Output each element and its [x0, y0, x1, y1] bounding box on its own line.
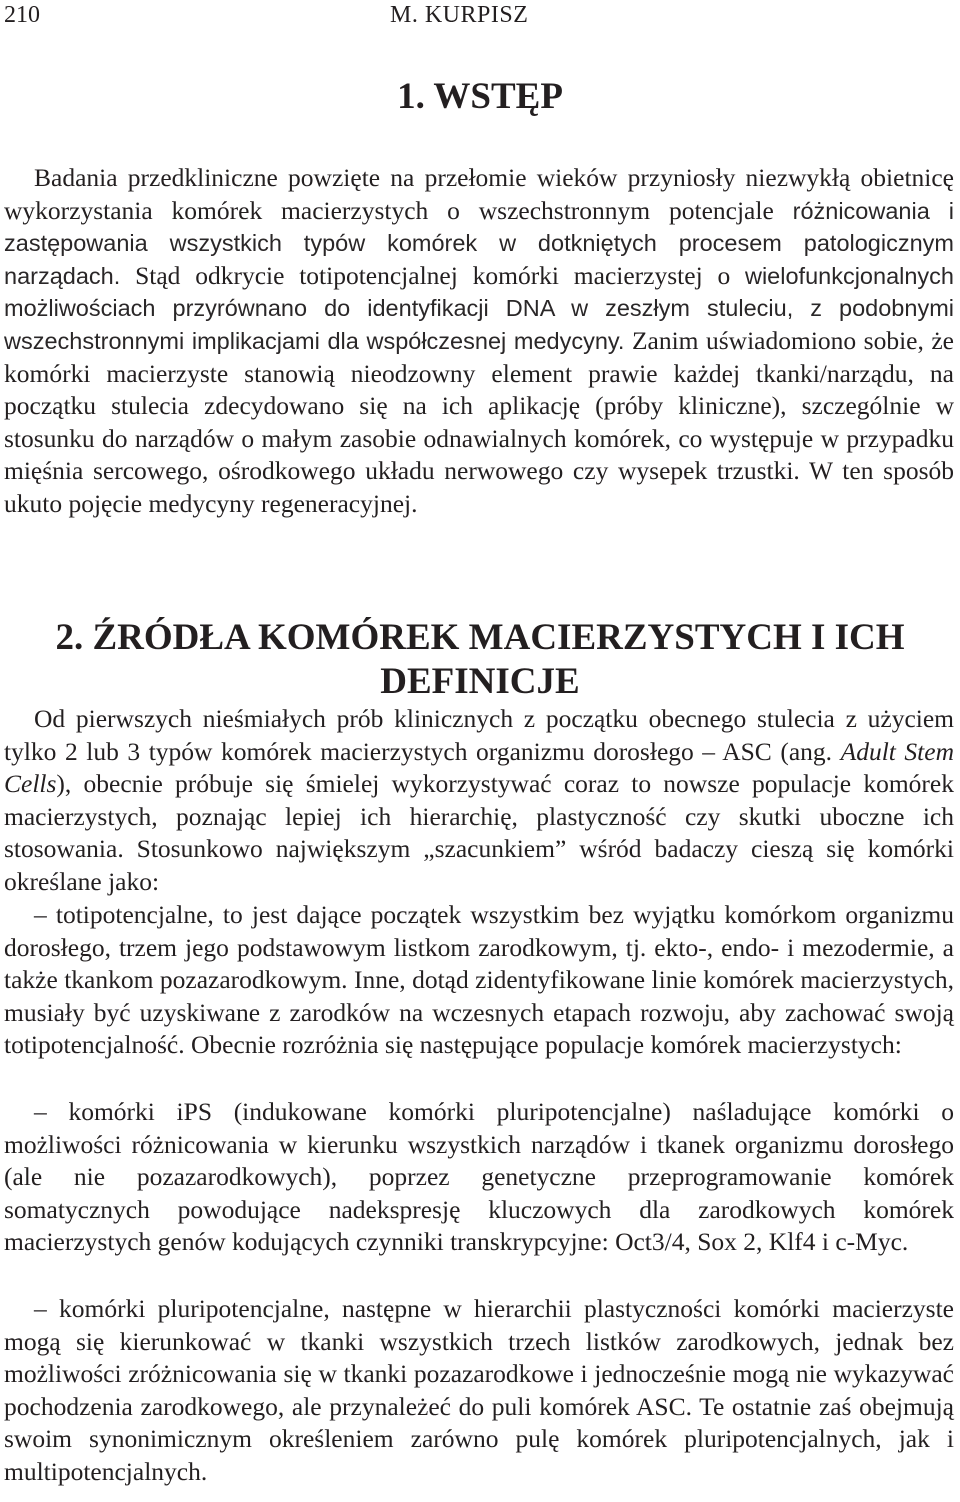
section-heading-introduction: 1. WSTĘP: [397, 76, 563, 117]
sources-paragraph-1: [4, 703, 954, 899]
running-head: M. KURPISZ: [390, 2, 529, 28]
pluripotent-text: – komórki pluripotencjalne, następne w hierarchii plastyczności komórki macierzyste mogą się kierunkować w tkanki wszystkich trzech listków zarodkowych, jednak bez możliwości zróżnicowania się w tkanki pozazarodkowe i jednocześnie mogą nie wykazywać pochodzenia zarodkowego, ale przynależeć do puli komórek ASC. Te ostatnie zaś obejmują swoim synonimicznym określeniem zarówno pulę komórek pluripotencjalnych, jak i multipotencjalnych.: [4, 1294, 954, 1486]
page-header: [0, 0, 960, 30]
pluripotent-paragraph: [4, 1293, 954, 1489]
totipotent-text: – totipotencjalne, to jest dające początek wszystkim bez wyjątku komórkom organizmu dorosłego, trzem jego podstawowym listkom zarodkowym, tj. ekto-, endo- i mezodermie, a także tkankom pozazarodkowym. Inne, dotąd zidentyfikowane linie komórek macierzystych, musiały być uzyskiwane z zarodków na wczesnych etapach rozwoju, aby zachować swoją totipotencjalność. Obecnie rozróżnia się następujące populacje komórek macierzystych:: [4, 900, 954, 1060]
sources-p1-part-2: ), obecnie próbuje się śmielej wykorzystywać coraz to nowsze populacje komórek macierzystych, poznając lepiej ich hierarchię, plastyczność czy skutki uboczne ich stosowania. Stosunkowo największym „szacunkiem” wśród badaczy cieszą się komórki określane jako:: [4, 769, 954, 896]
page-number: 210: [4, 2, 40, 28]
intro-text-part-2: różnicowania i zastępowania wszystkich typów komórek w dotkniętych procesem patologicznym narządach.: [4, 197, 955, 289]
adult-stem-cells-term: Adult Stem Cells: [4, 736, 954, 799]
introduction-paragraph: [4, 162, 954, 521]
section-heading-sources: 2. ŹRÓDŁA KOMÓREK MACIERZYSTYCH I ICH DEFINICJE: [55, 617, 905, 702]
totipotent-paragraph: [4, 899, 954, 1062]
ips-paragraph: [4, 1096, 954, 1259]
intro-text-part-5: Zanim uświadomiono sobie, że komórki macierzyste stanowią nieodzowny element prawie każdej tkanki/narządu, na początku stulecia zdecydowano się na ich aplikację (próby kliniczne), szczególnie w stosunku do narządów o małym zasobie odnawialnych komórek, co występuje w przypadku mięśnia sercowego, ośrodkowego układu nerwowego czy wysepek trzustki. W ten sposób ukuto pojęcie medycyny regeneracyjnej.: [4, 325, 954, 518]
ips-text: – komórki iPS (indukowane komórki pluripotencjalne) naśladujące komórki o możliwości różnicowania w kierunku wszystkich narządów i tkanek organizmu dorosłego (ale nie pozazarodkowych), poprzez genetyczne przeprogramowanie komórek somatycznych powodujące nadekspresję kluczowych dla zarodkowych komórek macierzystych genów kodujących czynniki transkrypcyjne: Oct3/4, Sox 2, Klf4 i c-Myc.: [4, 1097, 954, 1257]
sources-p1-part-1: Od pierwszych nieśmiałych prób klinicznych z początku obecnego stulecia z użyciem tylko 2 lub 3 typów komórek macierzystych organizmu dorosłego – ASC (ang.: [4, 704, 954, 766]
intro-text-part-4: wielofunkcjonalnych możliwościach przyrównano do identyfikacji DNA w zeszłym stuleciu, z podobnymi wszechstronnymi implikacjami dla współczesnej medycyny.: [4, 262, 954, 354]
intro-text-part-1: Badania przedkliniczne powzięte na przełomie wieków przyniosły niezwykłą obietnicę wykorzystania komórek macierzystych o wszechstronnym potencjale: [4, 163, 954, 225]
intro-text-part-3: Stąd odkrycie totipotencjalnej komórki macierzystej o: [120, 260, 745, 290]
